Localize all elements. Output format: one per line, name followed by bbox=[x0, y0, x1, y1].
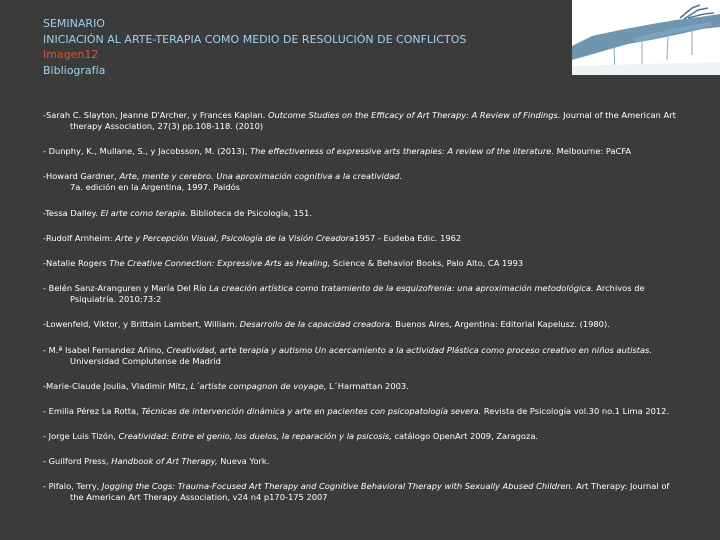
list-item: - M.ª Isabel Fernandez Añino, Creatividad, arte terapia y autismo Un acercamiento a la actividad Plástica como proceso creativo en niños autistas. Universidad Complutense de Madrid bbox=[43, 344, 653, 366]
list-item: -Marie-Claude Joulia, Vladimir Mitz, L´artiste compagnon de voyage, L´Harmattan 2003. bbox=[43, 380, 409, 391]
list-item: -Tessa Dalley. El arte como terapia. Biblioteca de Psicología, 151. bbox=[43, 207, 312, 218]
list-item: -Natalie Rogers The Creative Connection: Expressive Arts as Healing, Science & Behavior Books, Palo Alto, CA 1993 bbox=[43, 257, 524, 268]
list-item: - Emilia Pérez La Rotta, Técnicas de intervención dinámica y arte en pacientes con psicopatología severa. Revista de Psicología vol.30 no.1 Lima 2012. bbox=[43, 405, 670, 416]
image-label: Imagen12 bbox=[43, 48, 99, 61]
list-item: -Sarah C. Slayton, Jeanne D'Archer, y Frances Kaplan. Outcome Studies on the Efficacy of Art Therapy: A Review of Findings. Journal of the American Art therapy Association, 27(3) pp.108-118. (2010) bbox=[43, 110, 676, 131]
arm-artwork-image bbox=[572, 0, 720, 75]
list-item: -Lowenfeld, Viktor, y Brittain Lambert, William. Desarrollo de la capacidad creadora. Buenos Aires, Argentina: Editorial Kapelusz. (1980). bbox=[43, 319, 610, 330]
header-block bbox=[43, 16, 466, 78]
bibliography-list bbox=[43, 110, 683, 518]
section-title: Bibliografía bbox=[43, 63, 106, 77]
list-item: - Belén Sanz-Aranguren y María Del Río La creación artística como tratamiento de la esquizofrenia: una aproximación metodológica. Archivos de Psiquiatría. 2010;73:2 bbox=[43, 283, 645, 305]
list-item: - Guilford Press, Handbook of Art Therapy, Nueva York. bbox=[43, 456, 270, 467]
arm-artwork-icon bbox=[572, 0, 720, 75]
list-item: -Rudolf Arnheim: Arte y Percepción Visual, Psicología de la Visión Creadora1957 - Eudeba Edic. 1962 bbox=[43, 232, 462, 243]
list-item: - Dunphy, K., Mullane, S., y Jacobsson, M. (2013), The effectiveness of expressive arts therapies: A review of the literature. Melbourne: PaCFA bbox=[43, 146, 632, 157]
list-item: - Jorge Luis Tizón, Creatividad: Entre el genio, los duelos, la reparación y la psicosis, catálogo OpenArt 2009, Zaragoza. bbox=[43, 431, 539, 442]
seminar-title: INICIACIÓN AL ARTE-TERAPIA COMO MEDIO DE RESOLUCIÓN DE CONFLICTOS bbox=[43, 32, 467, 46]
seminar-label: SEMINARIO bbox=[43, 17, 105, 30]
list-item: -Howard Gardner, Arte, mente y cerebro. Una aproximación cognitiva a la creatividad. 7a. edición en la Argentina, 1997. Paidós bbox=[43, 171, 403, 193]
list-item: - Pifalo, Terry, Jogging the Cogs: Trauma-Focused Art Therapy and Cognitive Behavioral Therapy with Sexually Abused Children. Art Therapy: Journal of the American Art Therapy Association, v24 n4 p170-175 2007 bbox=[43, 481, 670, 503]
